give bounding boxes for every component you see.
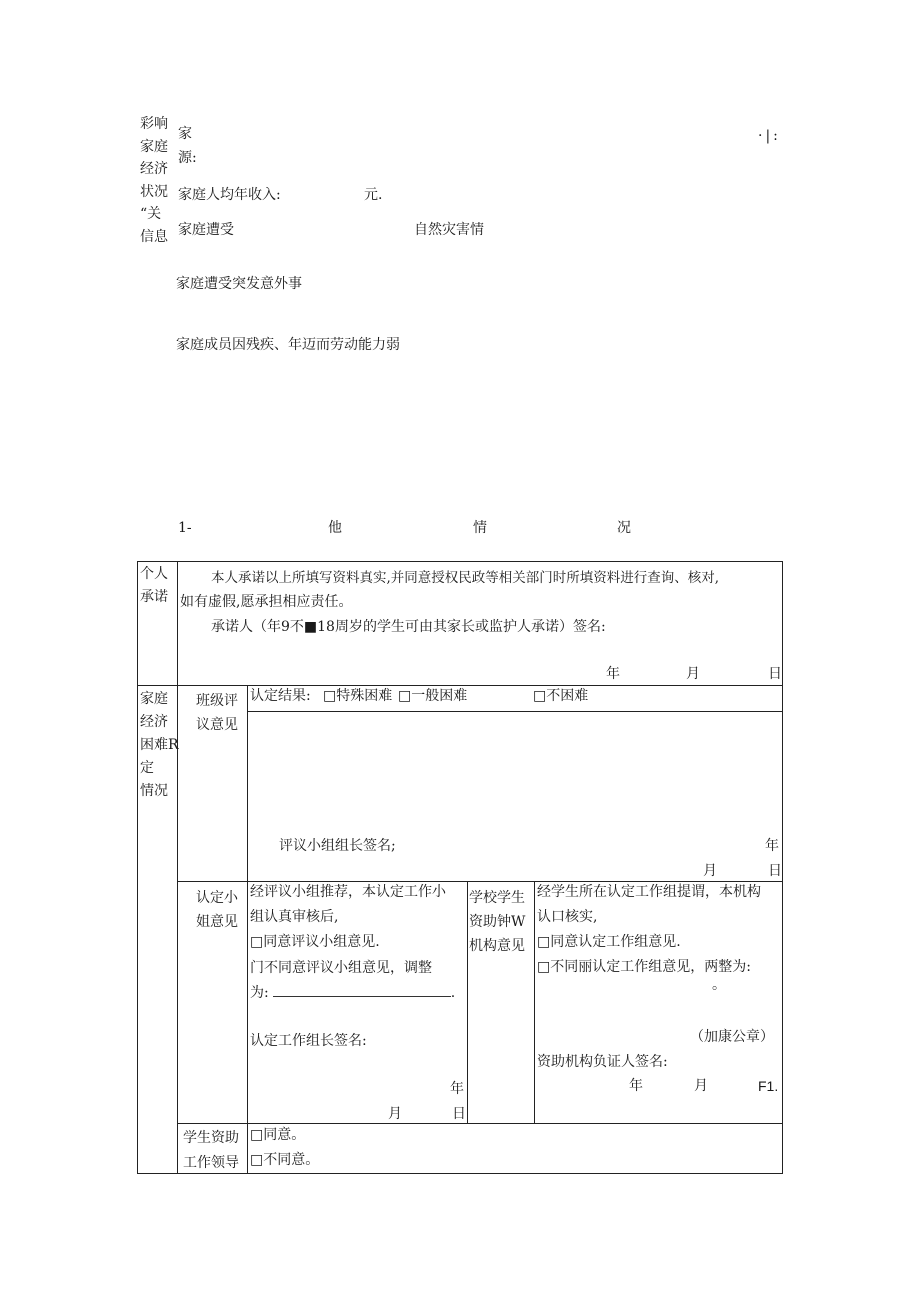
group-signer-label: 认定工作组长签名: xyxy=(250,1033,367,1049)
leader-label xyxy=(183,1126,239,1176)
leader-disagree-checkbox[interactable]: □不同意。 xyxy=(250,1152,320,1168)
school-text-line: 认口核实, xyxy=(537,909,598,925)
recognition-label-line: 经济 xyxy=(140,714,168,730)
group-adjust-label: 为: xyxy=(250,985,269,1001)
recognition-label xyxy=(140,688,179,803)
pledge-text-line2: 如有虚假,愿承担相应责任。 xyxy=(180,594,353,610)
school-end-mark: 。 xyxy=(712,977,726,993)
side-label-line: 彩响 xyxy=(140,116,168,132)
not-difficult-checkbox[interactable]: □不困难 xyxy=(533,688,589,704)
recognition-label-line: 家庭 xyxy=(140,691,168,707)
group-text-line: 组认真审核后, xyxy=(250,909,339,925)
school-month: 月 xyxy=(694,1078,708,1094)
group-opinion-label xyxy=(196,886,238,934)
group-adjust-row xyxy=(250,984,455,1002)
table-border-right xyxy=(782,561,783,1174)
school-agree-checkbox[interactable]: □同意认定工作组意见. xyxy=(537,934,681,950)
pledge-day: 日 xyxy=(768,666,782,682)
group-opinion-label-line: 姐意见 xyxy=(196,914,238,930)
other-heading-char: 情 xyxy=(473,520,487,536)
pledge-text-line1: 本人承诺以上所填写资料真实,并同意授权民政等相关部门时所填资料进行查询、核对, xyxy=(211,570,720,586)
disaster-suffix: 自然灾害情 xyxy=(414,222,484,238)
class-opinion-label-line: 班级评 xyxy=(196,693,238,709)
side-label-line: 信息 xyxy=(140,228,168,245)
table-col-line xyxy=(467,881,468,1123)
other-heading-number: 1- xyxy=(178,520,192,536)
table-row-line xyxy=(247,711,783,712)
school-year: 年 xyxy=(629,1078,643,1094)
leader-label-line: 工作领导 xyxy=(183,1155,239,1171)
class-month: 月 xyxy=(703,863,717,879)
side-label-line: 家庭 xyxy=(140,138,168,155)
table-row-line xyxy=(177,881,783,882)
school-opinion-label-line: 学校学生 xyxy=(469,890,525,906)
pledge-signer-line: 承诺人（年9不■18周岁的学生可由其家长或监护人承诺）签名: xyxy=(211,619,606,635)
accident-item: 家庭遭受突发意外事 xyxy=(176,276,302,292)
recognition-label-line: 定 xyxy=(140,760,154,776)
table-col-line xyxy=(534,881,535,1123)
income-unit: 元. xyxy=(364,187,383,203)
pledge-year: 年 xyxy=(606,666,620,682)
result-label: 认定结果: xyxy=(250,688,311,704)
table-row-line xyxy=(177,1123,783,1124)
disability-item: 家庭成员因残疾、年迈而劳动能力弱 xyxy=(176,337,400,353)
class-opinion-label xyxy=(196,689,238,737)
school-text-line: 经学生所在认定工作组提谓，本机构 xyxy=(537,884,761,900)
school-day: F1. xyxy=(758,1078,779,1094)
group-agree-checkbox[interactable]: □同意评议小组意见. xyxy=(250,934,380,950)
table-row-line xyxy=(137,685,783,686)
table-border-left xyxy=(137,561,138,1174)
corner-mark: ·|: xyxy=(758,128,781,144)
recognition-label-line: 情况 xyxy=(140,783,168,799)
other-heading-char: 他 xyxy=(328,520,342,536)
side-label-line: 状况 xyxy=(140,183,168,200)
pledge-label-line: 个人 xyxy=(140,566,168,582)
school-opinion-label-line: 机构意见 xyxy=(469,938,525,954)
group-month: 月 xyxy=(388,1106,402,1122)
group-text-line: 经评议小组推荐，本认定工作小 xyxy=(250,884,446,900)
class-signer-label: 评议小组组长签名; xyxy=(279,838,396,854)
school-opinion-label-line: 资助钟W xyxy=(469,914,526,930)
economic-info-side-label xyxy=(140,113,168,248)
group-day: 日 xyxy=(452,1106,466,1122)
class-year: 年 xyxy=(765,838,779,854)
income-label: 家庭人均年收入: xyxy=(178,187,281,203)
leader-label-line: 学生资助 xyxy=(183,1130,239,1146)
pledge-label-line: 承诺 xyxy=(140,589,168,605)
table-col-line xyxy=(247,685,248,1174)
school-opinion-label xyxy=(469,886,525,958)
class-day: 日 xyxy=(768,863,782,879)
table-border-top xyxy=(137,561,783,562)
side-label-line: 经济 xyxy=(140,161,168,177)
group-disagree-checkbox[interactable]: 门不同意评议小组意见，调整 xyxy=(250,960,432,976)
family-label: 家 xyxy=(178,126,192,142)
group-adjust-end: . xyxy=(450,985,456,1001)
pledge-label xyxy=(140,563,168,609)
school-signer-label: 资助机构负证人签名: xyxy=(537,1054,668,1070)
group-year: 年 xyxy=(450,1081,464,1097)
official-seal-label: （加康公章） xyxy=(690,1029,774,1045)
class-opinion-label-line: 议意见 xyxy=(196,717,238,733)
general-difficulty-checkbox[interactable]: □一般困难 xyxy=(398,688,468,704)
recognition-label-line: 困难R xyxy=(140,737,179,753)
side-label-line: “关 xyxy=(140,206,162,222)
group-opinion-label-line: 认定小 xyxy=(196,890,238,906)
school-disagree-checkbox[interactable]: □不同丽认定工作组意见，两整为: xyxy=(537,959,751,975)
leader-agree-checkbox[interactable]: □同意。 xyxy=(250,1127,306,1143)
source-label: 源: xyxy=(178,150,197,166)
table-col-line xyxy=(177,561,178,1174)
pledge-month: 月 xyxy=(686,666,700,682)
disaster-prefix: 家庭遭受 xyxy=(178,222,234,238)
other-heading-char: 况 xyxy=(617,520,631,536)
special-difficulty-checkbox[interactable]: □特殊困难 xyxy=(323,688,393,704)
group-adjust-blank[interactable] xyxy=(273,984,451,997)
